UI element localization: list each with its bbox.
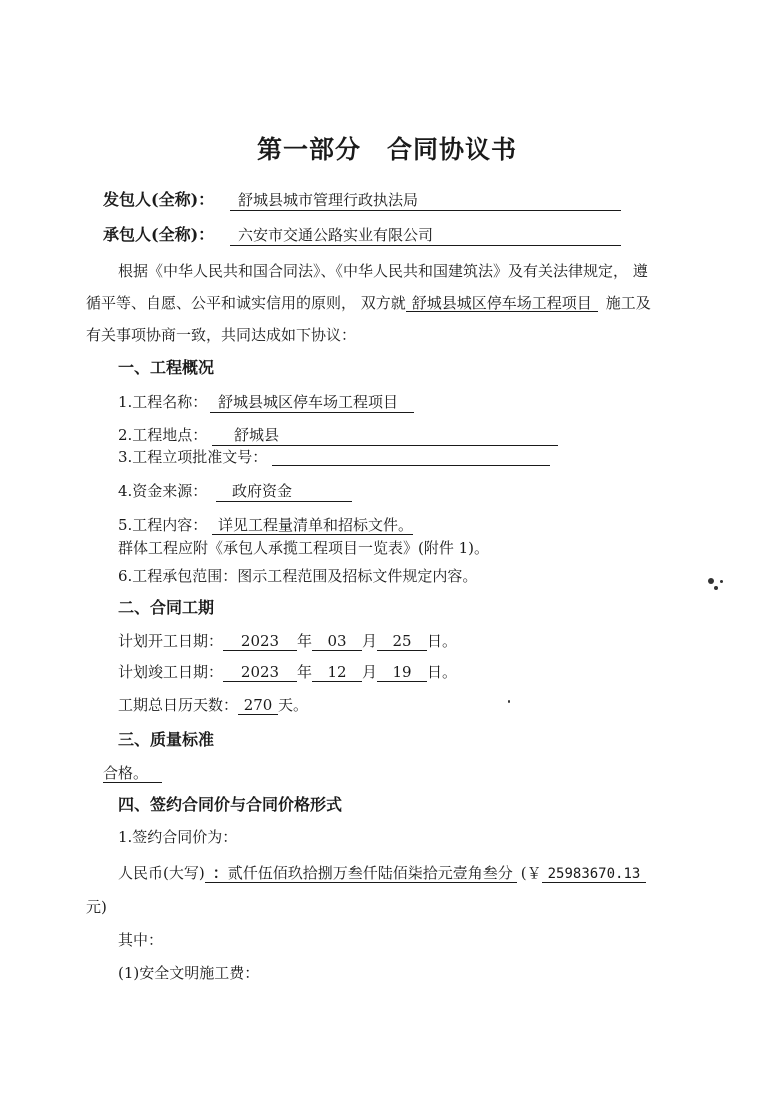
contractor-name: 六安市交通公路实业有限公司	[230, 228, 621, 246]
day-unit: 日。	[427, 632, 458, 650]
section4-heading: 四、签约合同价与合同价格形式	[118, 795, 343, 814]
day-unit: 日。	[427, 663, 458, 681]
scan-speck	[720, 580, 723, 583]
start-day: 25	[377, 634, 427, 651]
rmb-amount-words: 贰仟伍佰玖拾捌万叁仟陆佰柒拾元壹角叁分	[228, 866, 517, 883]
page-title: 第一部分 合同协议书	[256, 135, 517, 164]
duration-value: 270	[238, 698, 278, 715]
planned-finish-label: 计划竣工日期：	[118, 663, 224, 681]
month-unit: 月	[362, 632, 378, 650]
section3-heading: 三、质量标准	[118, 730, 215, 749]
section2-heading: 二、合同工期	[118, 598, 215, 617]
project-site-value: 舒城县	[212, 428, 558, 446]
planned-finish-row	[118, 665, 457, 682]
scan-speck	[508, 700, 510, 703]
rmb-open: (￥	[520, 864, 542, 882]
finish-day: 19	[377, 665, 427, 682]
year-unit: 年	[297, 663, 313, 681]
duration-row	[118, 698, 308, 715]
duration-unit: 天。	[278, 696, 309, 714]
fund-source-label: 4.资金来源：	[118, 482, 208, 500]
safety-fee-label: (1)安全文明施工费：	[118, 964, 260, 982]
contract-price-label: 1.签约合同价为：	[118, 828, 238, 846]
quality-standard	[103, 766, 162, 783]
intro-line-3: 有关事项协商一致，共同达成如下协议：	[86, 326, 357, 344]
start-month: 03	[312, 634, 362, 651]
intro-line-2-pre: 循平等、自愿、公平和诚实信用的原则， 双方就	[86, 294, 406, 312]
scan-speck	[714, 586, 718, 590]
start-year: 2023	[223, 634, 297, 651]
approval-label: 3.工程立项批准文号：	[118, 448, 268, 466]
rmb-row	[118, 866, 646, 883]
project-name-inline: 舒城县城区停车场工程项目	[406, 296, 598, 312]
intro-line-2	[86, 296, 651, 312]
intro-line-2-post: 施工及	[605, 294, 651, 312]
contractor-label: 承包人(全称)：	[103, 225, 215, 244]
contract-scope: 6.工程承包范围：图示工程范围及招标文件规定内容。	[118, 567, 478, 585]
rmb-label: 人民币(大写)	[118, 864, 205, 882]
rmb-amount-number: 25983670.13	[542, 867, 647, 883]
finish-month: 12	[312, 665, 362, 682]
rmb-unit: 元)	[86, 898, 107, 916]
fund-source-value: 政府资金	[216, 484, 352, 502]
rmb-colon: ：	[205, 866, 228, 883]
content-label: 5.工程内容：	[118, 516, 208, 534]
approval-value	[272, 450, 550, 466]
intro-line-1: 根据《中华人民共和国合同法》、《中华人民共和国建筑法》及有关法律规定， 遵	[118, 262, 648, 280]
year-unit: 年	[297, 632, 313, 650]
month-unit: 月	[362, 663, 378, 681]
finish-year: 2023	[223, 665, 297, 682]
employer-name: 舒城县城市管理行政执法局	[230, 193, 621, 211]
group-project-note: 群体工程应附《承包人承揽工程项目一览表》(附件 1)。	[118, 539, 490, 557]
planned-start-label: 计划开工日期：	[118, 632, 224, 650]
project-name-value: 舒城县城区停车场工程项目	[210, 395, 414, 413]
project-name-label: 1.工程名称：	[118, 393, 208, 411]
quality-value: 合格。	[103, 766, 162, 783]
scan-speck	[708, 578, 714, 584]
section1-heading: 一、工程概况	[118, 358, 215, 377]
of-which-label: 其中：	[118, 931, 164, 949]
content-value-text: 详见工程量清单和招标文件。	[212, 518, 413, 535]
content-value	[212, 518, 413, 535]
employer-label: 发包人(全称)：	[103, 190, 215, 209]
project-site-label: 2.工程地点：	[118, 426, 208, 444]
duration-label: 工期总日历天数：	[118, 696, 239, 714]
planned-start-row	[118, 634, 457, 651]
